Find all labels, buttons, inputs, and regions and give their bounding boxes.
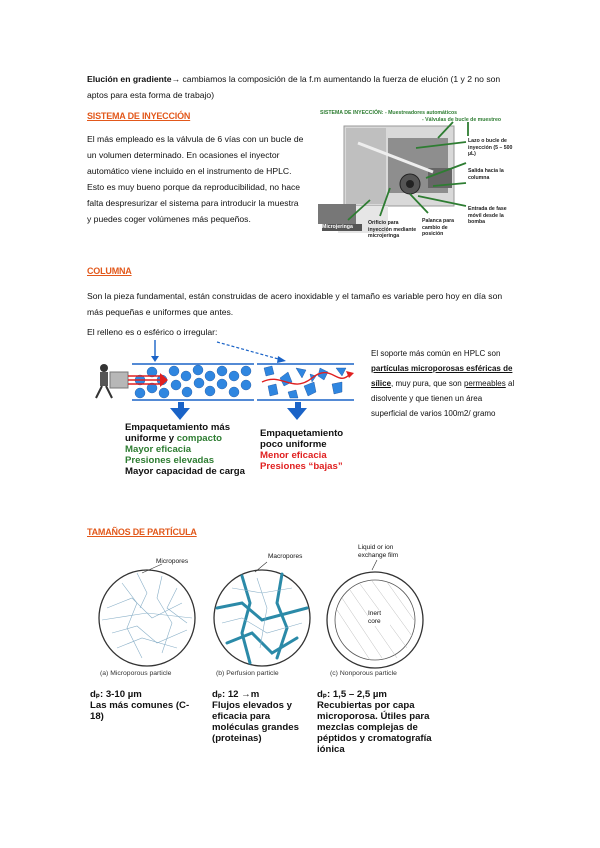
intro-text: cambiamos la composición de la f.m aumentando la fuerza de elución (1 y 2 no son aptos para esta forma de trabajo) [87, 74, 501, 100]
particle-desc-b [212, 689, 308, 744]
left-caption-line5: Mayor capacidad de carga [125, 466, 245, 477]
packing-diagram [92, 338, 362, 410]
left-caption-line3: Mayor eficacia [125, 444, 192, 455]
injection-heading: SISTEMA DE INYECCIÓN [87, 111, 191, 121]
particle-size-b: dₚ: 12 →m [212, 689, 260, 700]
fig-label-lever: Palanca para cambio de posición [422, 218, 455, 237]
particle-figure [92, 544, 432, 678]
particle-size-c: dₚ: 1,5 – 2,5 µm [317, 689, 387, 700]
particle-text-a: Las más comunes (C-18) [90, 700, 190, 722]
right-packing-caption [260, 428, 380, 472]
left-caption-line1: Empaquetamiento más [125, 422, 231, 433]
film-label: Liquid or ion exchange film [358, 544, 399, 559]
column-paragraph-1: Son la pieza fundamental, están construidas de acero inoxidable y el tamaño es variable pero hoy en día son más pequeñas e uniformes que antes. [87, 291, 503, 317]
fig-label-outlet: Salida hacia la columna [468, 168, 504, 181]
intro-bold-term: Elución en gradiente [87, 74, 172, 84]
right-caption-line2: poco uniforme [260, 439, 327, 450]
particle-caption-c: (c) Nonporous particle [330, 670, 397, 677]
particle-text-c: Recubiertas por capa microporosa. Útiles para mezclas complejas de péptidos y cromatografía iónica [317, 700, 432, 755]
column-paragraph-2: El relleno es o esférico o irregular: [87, 327, 218, 337]
arrow-icon: → [171, 74, 181, 84]
intro-paragraph [87, 71, 517, 103]
micropores-label: Micropores [156, 558, 189, 565]
particle-caption-b: (b) Perfusion particle [216, 670, 279, 677]
right-caption-line1: Empaquetamiento [260, 428, 344, 439]
inert-core-label: Inert core [368, 610, 390, 626]
left-caption-line2: uniforme y compacto [125, 433, 223, 444]
fig-label-loop: Lazo o bucle de inyección (5 – 500 µL) [468, 138, 513, 157]
particle-caption-a: (a) Microporous particle [100, 670, 172, 677]
particle-size-a: dₚ: 3-10 µm [90, 689, 142, 700]
macropores-label: Macropores [268, 553, 303, 560]
fig-label-inlet: Entrada de fase móvil desde la bomba [468, 206, 507, 225]
fig-title-2: - Válvulas de bucle de muestreo [422, 117, 501, 123]
column-heading: COLUMNA [87, 266, 132, 276]
fig-label-syringe: Microjeringa [322, 224, 362, 231]
right-caption-line3: Menor eficacia [260, 450, 327, 461]
particle-desc-c [317, 689, 442, 755]
injection-paragraph: El más empleado es la válvula de 6 vías con un bucle de un volumen determinado. En ocasiones el inyector automático viene incluido en el instrumento de HPLC. Esto es muy bueno porque da reproducibilidad, no hace falta despresurizar el sistema para introducir la muestra y puedes coger volúmenes más pequeños. [87, 134, 304, 224]
left-packing-caption [125, 422, 275, 477]
injection-figure [318, 108, 518, 239]
fig-label-orifice: Orificio para inyección mediante microjeringa [368, 220, 417, 239]
fig-title-1: SISTEMA DE INYECCIÓN: - Muestreadores automáticos [320, 110, 458, 116]
left-caption-line4: Presiones elevadas [125, 455, 215, 466]
down-arrow-left-icon [170, 408, 190, 420]
particle-desc-a [90, 689, 200, 722]
particles-heading: TAMAÑOS DE PARTÍCULA [87, 527, 197, 537]
right-caption-line4: Presiones “bajas” [260, 461, 343, 472]
down-arrow-right-icon [287, 408, 307, 420]
silica-side-note: El soporte más común en HPLC son partículas microporosas esféricas de sílice, muy pura, que son permeables al disolvente y que tienen un área superficial de varios 100m2/ gramo [371, 349, 515, 418]
particle-text-b: Flujos elevados y eficacia para moléculas grandes (proteinas) [212, 700, 299, 744]
